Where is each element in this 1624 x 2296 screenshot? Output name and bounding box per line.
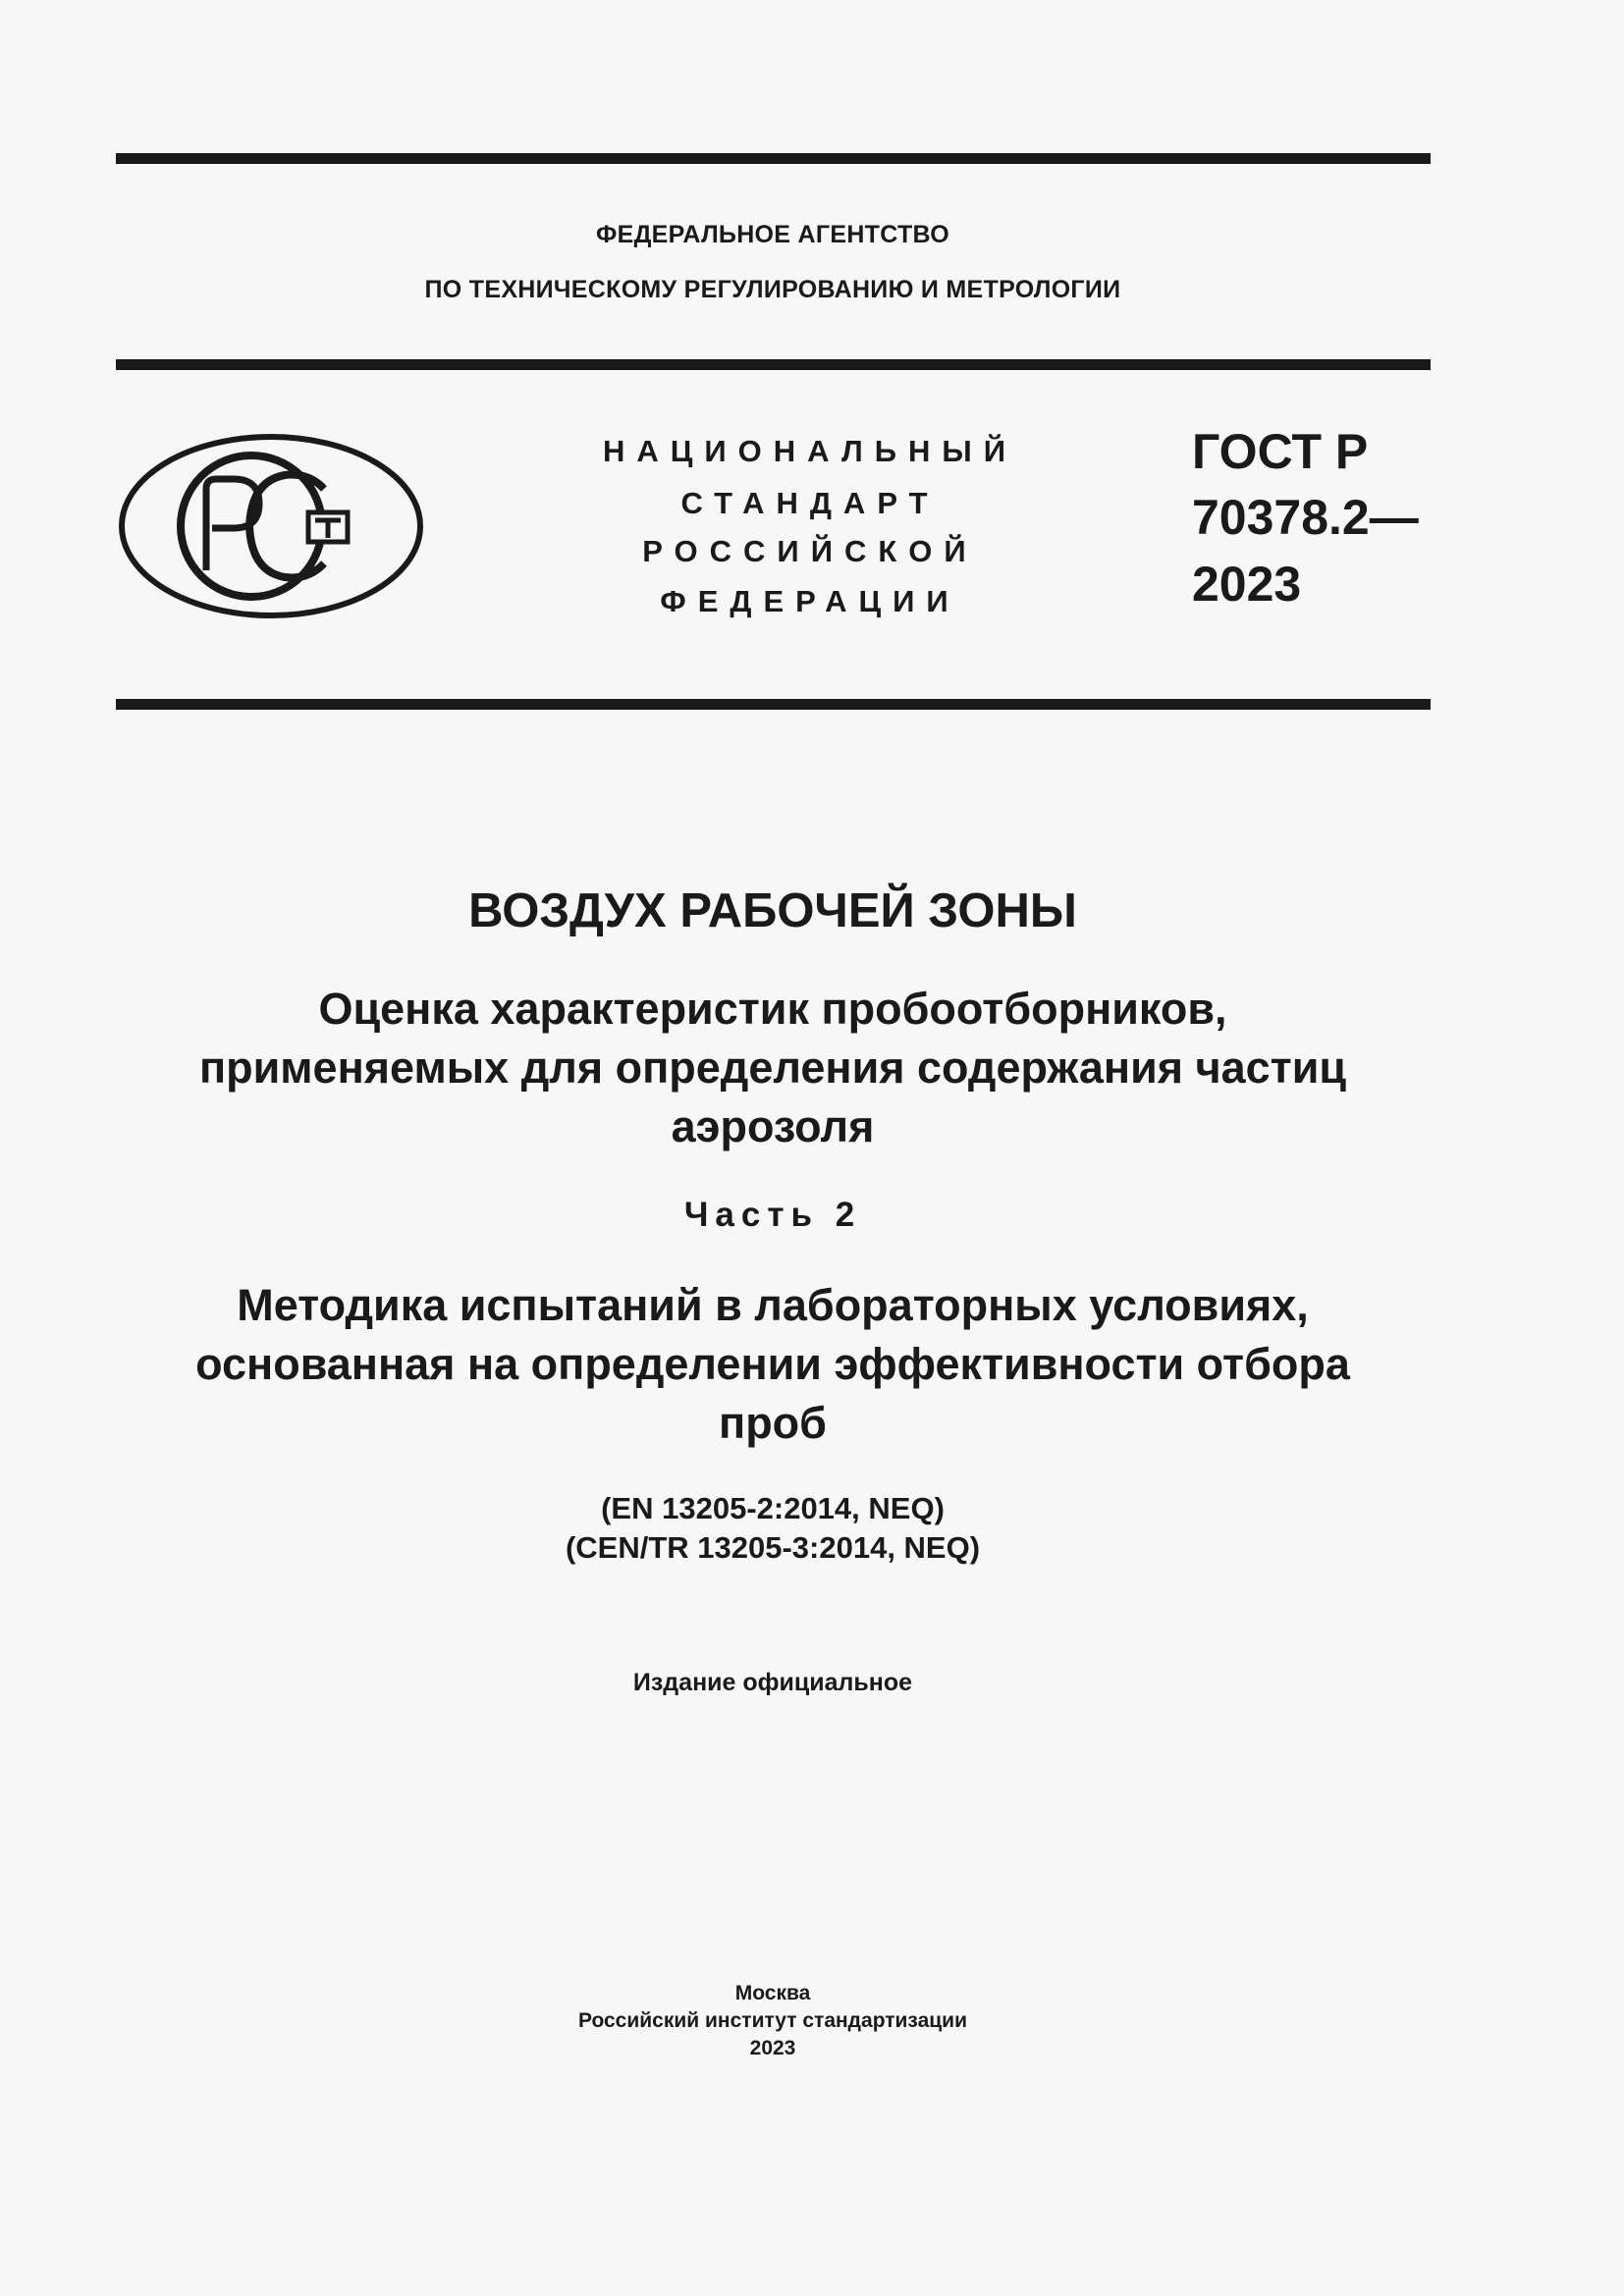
reference-standard-2: (CEN/TR 13205-3:2014, NEQ) — [565, 1530, 981, 1565]
publication-year: 2023 — [749, 2037, 796, 2059]
national-standard-line3: РОССИЙСКОЙ — [642, 534, 978, 568]
national-standard-line1: НАЦИОНАЛЬНЫЙ — [602, 434, 1018, 468]
part-title-line1: Методика испытаний в лабораторных условиях, — [237, 1280, 1309, 1330]
standard-designation-line3: 2023 — [1192, 557, 1302, 612]
reference-standard-1: (EN 13205-2:2014, NEQ) — [601, 1491, 945, 1525]
rst-certification-mark-logo — [116, 428, 426, 624]
header-bottom-rule — [116, 699, 1431, 710]
part-number: Часть 2 — [683, 1196, 862, 1234]
document-subtitle-line2: применяемых для определения содержания частиц — [198, 1042, 1347, 1093]
standard-designation-line2: 70378.2— — [1192, 490, 1419, 545]
national-standard-line2: СТАНДАРТ — [680, 486, 940, 520]
top-rule — [116, 153, 1431, 164]
national-standard-line4: ФЕДЕРАЦИИ — [660, 584, 960, 618]
official-edition-label: Издание официальное — [632, 1669, 913, 1696]
agency-rule — [116, 359, 1431, 370]
publication-city: Москва — [734, 1982, 811, 2004]
standard-designation-line1: ГОСТ Р — [1192, 424, 1369, 479]
part-title-line3: проб — [719, 1398, 827, 1448]
document-subtitle-line3: аэрозоля — [671, 1101, 875, 1151]
document-subtitle-line1: Оценка характеристик пробоотборников, — [318, 984, 1227, 1034]
document-title: ВОЗДУХ РАБОЧЕЙ ЗОНЫ — [468, 884, 1077, 937]
publisher-name: Российский институт стандартизации — [577, 2009, 968, 2032]
part-title-line2: основанная на определении эффективности отбора — [195, 1339, 1350, 1389]
agency-name-line2: ПО ТЕХНИЧЕСКОМУ РЕГУЛИРОВАНИЮ И МЕТРОЛОГИИ — [424, 276, 1121, 303]
agency-name-line1: ФЕДЕРАЛЬНОЕ АГЕНТСТВО — [595, 221, 950, 248]
